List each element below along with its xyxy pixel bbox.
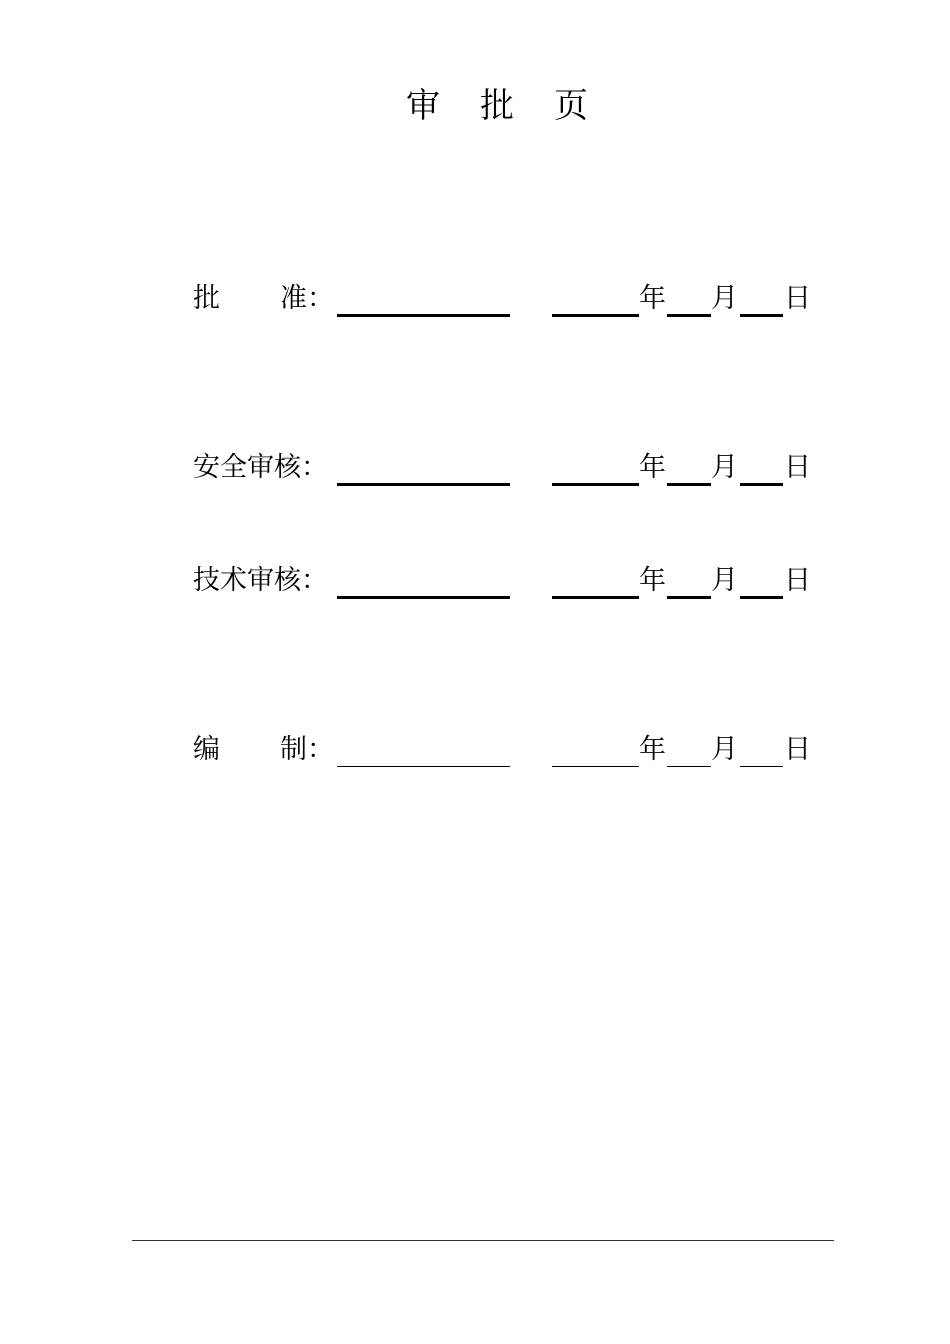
row-label-part-1: 编 (193, 734, 220, 765)
day-unit: 日 (784, 734, 811, 765)
row-label-part-2: 准： (280, 283, 334, 314)
signature-line[interactable] (337, 766, 510, 767)
approval-row-safety-review (0, 451, 950, 491)
title-char-1: 审 (406, 86, 480, 126)
title-char-2: 批 (480, 86, 554, 126)
month-unit: 月 (711, 734, 738, 765)
page-title (0, 82, 950, 130)
signature-line[interactable] (337, 314, 510, 317)
title-char-3: 页 (554, 86, 628, 126)
year-line[interactable] (552, 596, 639, 599)
year-line[interactable] (552, 483, 639, 486)
signature-line[interactable] (337, 596, 510, 599)
day-line[interactable] (740, 596, 783, 599)
row-label: 技术审核： (193, 565, 328, 596)
month-line[interactable] (667, 483, 711, 486)
signature-line[interactable] (337, 483, 510, 486)
year-unit: 年 (639, 283, 666, 314)
month-unit: 月 (711, 283, 738, 314)
approval-row-approve (0, 282, 950, 322)
day-unit: 日 (784, 452, 811, 483)
year-line[interactable] (552, 314, 639, 317)
row-label: 安全审核： (193, 452, 328, 483)
day-line[interactable] (740, 314, 783, 317)
row-label-part-2: 制： (280, 734, 334, 765)
month-line[interactable] (667, 596, 711, 599)
footer-divider (132, 1240, 834, 1241)
year-line[interactable] (552, 766, 639, 767)
row-label-part-1: 批 (193, 283, 220, 314)
day-line[interactable] (740, 766, 783, 767)
approval-row-technical-review (0, 564, 950, 604)
year-unit: 年 (639, 734, 666, 765)
day-unit: 日 (784, 283, 811, 314)
day-line[interactable] (740, 483, 783, 486)
month-unit: 月 (711, 452, 738, 483)
year-unit: 年 (639, 452, 666, 483)
approval-row-prepared-by (0, 733, 950, 773)
month-line[interactable] (667, 766, 711, 767)
year-unit: 年 (639, 565, 666, 596)
month-unit: 月 (711, 565, 738, 596)
month-line[interactable] (667, 314, 711, 317)
day-unit: 日 (784, 565, 811, 596)
